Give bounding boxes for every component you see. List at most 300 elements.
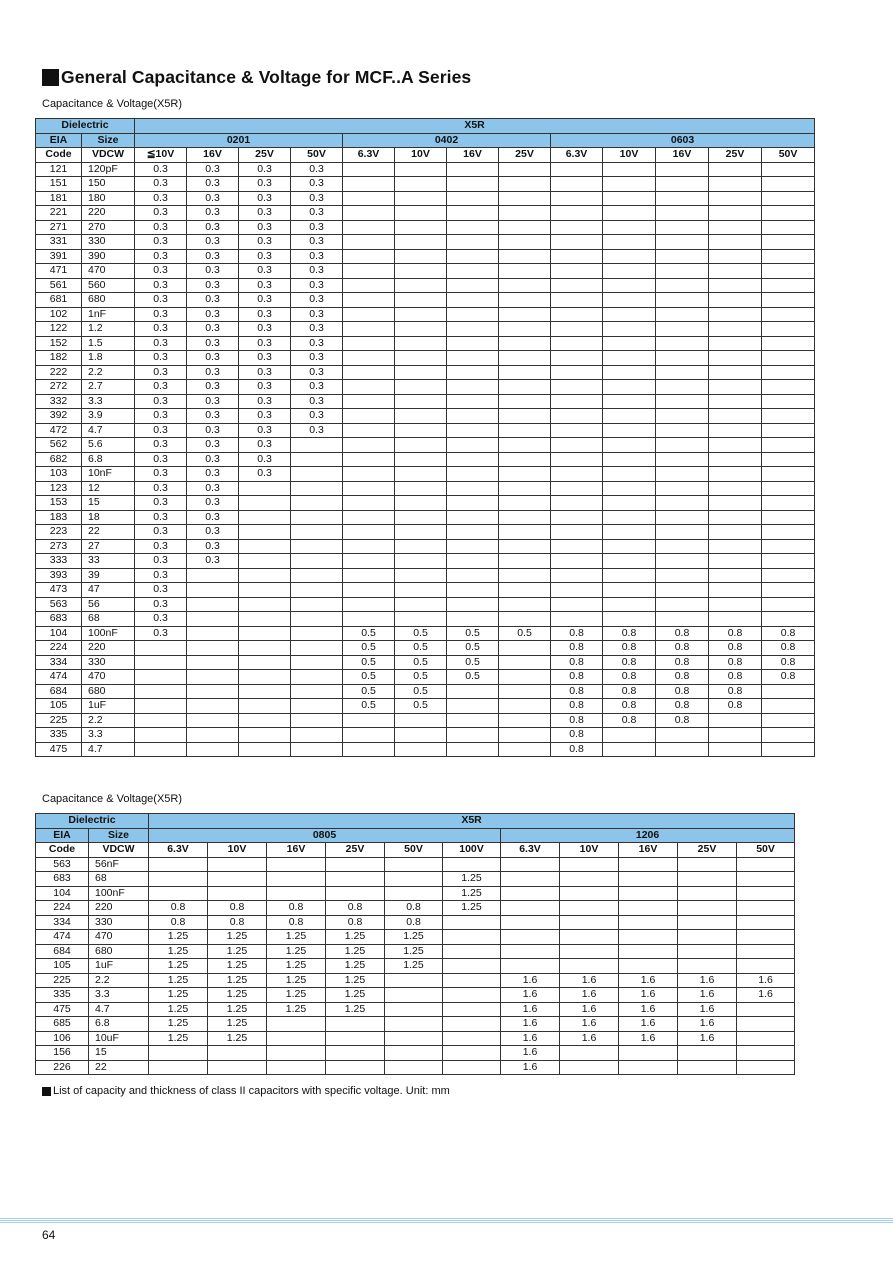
thickness-cell: 1.6 — [501, 988, 560, 1003]
thickness-cell: 0.5 — [343, 699, 395, 714]
thickness-cell — [762, 452, 815, 467]
thickness-cell — [762, 177, 815, 192]
capacitance-cell: 39 — [82, 568, 135, 583]
thickness-cell — [499, 670, 551, 685]
capacitance-cell: 680 — [89, 944, 149, 959]
thickness-cell — [135, 655, 187, 670]
thickness-cell — [551, 206, 603, 221]
thickness-cell — [762, 496, 815, 511]
eia-code-cell: 104 — [36, 626, 82, 641]
thickness-cell — [656, 249, 709, 264]
thickness-cell: 1.6 — [619, 1031, 678, 1046]
capacitance-cell: 12 — [82, 481, 135, 496]
thickness-cell — [737, 959, 795, 974]
capacitance-cell: 470 — [89, 930, 149, 945]
thickness-cell: 1.25 — [149, 1017, 208, 1032]
thickness-cell — [443, 930, 501, 945]
capacitance-cell: 3.3 — [82, 728, 135, 743]
thickness-cell — [619, 1060, 678, 1075]
thickness-cell: 0.8 — [709, 670, 762, 685]
thickness-cell: 1.25 — [149, 944, 208, 959]
capacitance-cell: 270 — [82, 220, 135, 235]
thickness-cell — [395, 191, 447, 206]
thickness-cell — [447, 452, 499, 467]
thickness-cell — [187, 612, 239, 627]
table-row — [36, 220, 815, 235]
capacitance-cell: 3.9 — [82, 409, 135, 424]
eia-code-cell: 333 — [36, 554, 82, 569]
capacitance-cell: 100nF — [82, 626, 135, 641]
thickness-cell: 1.6 — [678, 1017, 737, 1032]
thickness-cell — [656, 583, 709, 598]
thickness-cell: 0.3 — [187, 409, 239, 424]
table-row — [36, 467, 815, 482]
table2-caption: Capacitance & Voltage(X5R) — [42, 793, 183, 805]
thickness-cell: 1.6 — [619, 973, 678, 988]
thickness-cell — [385, 988, 443, 1003]
size-label: Size — [89, 828, 149, 843]
thickness-cell — [709, 191, 762, 206]
table-row — [36, 510, 815, 525]
thickness-cell — [709, 220, 762, 235]
eia-code-cell: 272 — [36, 380, 82, 395]
thickness-cell: 1.6 — [619, 1002, 678, 1017]
thickness-cell — [447, 235, 499, 250]
table-row — [36, 380, 815, 395]
thickness-cell — [447, 206, 499, 221]
thickness-cell — [762, 684, 815, 699]
thickness-cell — [603, 162, 656, 177]
thickness-cell — [501, 886, 560, 901]
table-row — [36, 322, 815, 337]
thickness-cell — [395, 322, 447, 337]
thickness-cell: 1.25 — [149, 959, 208, 974]
thickness-cell — [551, 380, 603, 395]
thickness-cell — [762, 568, 815, 583]
thickness-cell: 1.6 — [619, 988, 678, 1003]
thickness-cell — [326, 1017, 385, 1032]
thickness-cell — [709, 380, 762, 395]
thickness-cell — [447, 510, 499, 525]
capacitance-cell: 68 — [82, 612, 135, 627]
thickness-cell — [656, 191, 709, 206]
thickness-cell — [551, 612, 603, 627]
table-row — [36, 699, 815, 714]
eia-code-cell: 474 — [36, 670, 82, 685]
thickness-cell — [149, 857, 208, 872]
thickness-cell — [603, 336, 656, 351]
thickness-cell: 0.3 — [187, 220, 239, 235]
eia-code-cell: 105 — [36, 959, 89, 974]
thickness-cell: 0.5 — [395, 626, 447, 641]
voltage-header: 50V — [762, 148, 815, 163]
thickness-cell — [326, 886, 385, 901]
capacitance-cell: 33 — [82, 554, 135, 569]
thickness-cell — [499, 510, 551, 525]
thickness-cell: 0.8 — [149, 901, 208, 916]
thickness-cell — [291, 452, 343, 467]
table-row — [36, 742, 815, 757]
thickness-cell — [499, 568, 551, 583]
thickness-cell: 0.3 — [187, 510, 239, 525]
thickness-cell — [737, 1060, 795, 1075]
thickness-cell: 0.8 — [762, 670, 815, 685]
thickness-cell — [762, 351, 815, 366]
thickness-cell: 1.25 — [149, 1002, 208, 1017]
thickness-cell — [603, 597, 656, 612]
page-number: 64 — [42, 1228, 56, 1242]
thickness-cell — [291, 641, 343, 656]
size-group-header: 0603 — [551, 133, 815, 148]
thickness-cell — [343, 568, 395, 583]
thickness-cell — [447, 568, 499, 583]
thickness-cell: 1.25 — [443, 886, 501, 901]
thickness-cell — [656, 481, 709, 496]
eia-code-cell: 474 — [36, 930, 89, 945]
thickness-cell — [447, 336, 499, 351]
thickness-cell — [385, 1046, 443, 1061]
table-row — [36, 988, 795, 1003]
thickness-cell: 0.3 — [187, 365, 239, 380]
thickness-cell — [737, 1046, 795, 1061]
capacitance-cell: 4.7 — [89, 1002, 149, 1017]
thickness-cell: 0.3 — [239, 322, 291, 337]
thickness-cell: 1.6 — [501, 1002, 560, 1017]
thickness-cell — [709, 206, 762, 221]
thickness-cell — [385, 857, 443, 872]
thickness-cell — [187, 568, 239, 583]
table-row — [36, 1060, 795, 1075]
thickness-cell — [343, 264, 395, 279]
thickness-cell: 0.8 — [603, 626, 656, 641]
voltage-header: 25V — [239, 148, 291, 163]
thickness-cell — [656, 510, 709, 525]
thickness-cell — [762, 699, 815, 714]
thickness-cell — [678, 1046, 737, 1061]
eia-code-cell: 156 — [36, 1046, 89, 1061]
thickness-cell — [656, 307, 709, 322]
thickness-cell — [603, 394, 656, 409]
table-row — [36, 857, 795, 872]
thickness-cell — [395, 554, 447, 569]
thickness-cell — [603, 191, 656, 206]
thickness-cell — [447, 220, 499, 235]
eia-code-cell: 561 — [36, 278, 82, 293]
thickness-cell — [551, 525, 603, 540]
voltage-header: 6.3V — [551, 148, 603, 163]
thickness-cell — [551, 351, 603, 366]
thickness-cell: 0.3 — [187, 539, 239, 554]
thickness-cell: 1.25 — [326, 973, 385, 988]
thickness-cell: 0.3 — [135, 235, 187, 250]
thickness-cell — [762, 597, 815, 612]
table-row — [36, 423, 815, 438]
thickness-cell — [709, 336, 762, 351]
footer-rule — [0, 1218, 893, 1224]
thickness-cell — [656, 597, 709, 612]
footnote-text: List of capacity and thickness of class II capacitors with specific voltage. Unit: mm — [53, 1085, 450, 1097]
dielectric-label: Dielectric — [36, 814, 149, 829]
capacitance-cell: 560 — [82, 278, 135, 293]
thickness-cell — [291, 597, 343, 612]
table-row — [36, 1002, 795, 1017]
thickness-cell — [447, 191, 499, 206]
thickness-cell — [395, 583, 447, 598]
thickness-cell: 0.3 — [291, 394, 343, 409]
vdcw-label: VDCW — [82, 148, 135, 163]
thickness-cell: 1.25 — [443, 901, 501, 916]
table-row — [36, 612, 815, 627]
capacitance-cell: 680 — [82, 684, 135, 699]
thickness-cell — [385, 1002, 443, 1017]
thickness-cell — [762, 293, 815, 308]
capacitance-cell: 22 — [82, 525, 135, 540]
thickness-cell — [603, 612, 656, 627]
thickness-cell: 1.6 — [560, 1002, 619, 1017]
capacitance-cell: 56nF — [89, 857, 149, 872]
thickness-cell — [343, 496, 395, 511]
thickness-cell — [737, 1002, 795, 1017]
thickness-cell — [326, 1060, 385, 1075]
thickness-cell: 0.8 — [603, 713, 656, 728]
thickness-cell: 1.25 — [326, 1002, 385, 1017]
thickness-cell — [762, 409, 815, 424]
thickness-cell — [447, 699, 499, 714]
thickness-cell — [499, 249, 551, 264]
eia-code-cell: 105 — [36, 699, 82, 714]
table-row — [36, 626, 815, 641]
thickness-cell: 0.3 — [135, 481, 187, 496]
thickness-cell: 0.3 — [135, 307, 187, 322]
thickness-cell — [291, 568, 343, 583]
eia-code-cell: 221 — [36, 206, 82, 221]
eia-code-cell: 102 — [36, 307, 82, 322]
voltage-header: 50V — [737, 843, 795, 858]
eia-code-cell: 182 — [36, 351, 82, 366]
eia-code-cell: 684 — [36, 944, 89, 959]
thickness-cell: 0.3 — [291, 409, 343, 424]
thickness-cell — [326, 1031, 385, 1046]
eia-code-cell: 473 — [36, 583, 82, 598]
thickness-cell: 1.6 — [678, 1002, 737, 1017]
thickness-cell — [551, 264, 603, 279]
table-row — [36, 336, 815, 351]
table-row — [36, 351, 815, 366]
thickness-cell — [447, 612, 499, 627]
thickness-cell — [619, 1046, 678, 1061]
table-row — [36, 162, 815, 177]
thickness-cell — [762, 249, 815, 264]
eia-code-cell: 334 — [36, 915, 89, 930]
thickness-cell — [737, 872, 795, 887]
thickness-cell — [395, 307, 447, 322]
thickness-cell: 0.3 — [239, 293, 291, 308]
thickness-cell — [343, 191, 395, 206]
thickness-cell — [395, 539, 447, 554]
thickness-cell — [762, 206, 815, 221]
thickness-cell — [343, 423, 395, 438]
voltage-header: 16V — [656, 148, 709, 163]
thickness-cell — [343, 307, 395, 322]
thickness-cell — [619, 886, 678, 901]
thickness-cell — [343, 554, 395, 569]
thickness-cell — [291, 728, 343, 743]
thickness-cell — [656, 336, 709, 351]
table-row — [36, 641, 815, 656]
capacitance-cell: 3.3 — [89, 988, 149, 1003]
thickness-cell: 0.3 — [135, 264, 187, 279]
thickness-cell — [619, 872, 678, 887]
table-row — [36, 655, 815, 670]
eia-code-cell: 563 — [36, 597, 82, 612]
thickness-cell — [135, 641, 187, 656]
capacitance-cell: 470 — [82, 264, 135, 279]
thickness-cell: 0.8 — [656, 684, 709, 699]
thickness-cell — [709, 264, 762, 279]
thickness-cell — [603, 539, 656, 554]
thickness-cell: 0.3 — [187, 452, 239, 467]
thickness-cell: 1.25 — [267, 973, 326, 988]
thickness-cell — [239, 496, 291, 511]
table-row — [36, 944, 795, 959]
thickness-cell — [291, 626, 343, 641]
thickness-cell — [499, 684, 551, 699]
thickness-cell — [499, 365, 551, 380]
thickness-cell — [385, 886, 443, 901]
thickness-cell — [678, 930, 737, 945]
thickness-cell — [135, 728, 187, 743]
thickness-cell — [499, 162, 551, 177]
thickness-cell — [762, 162, 815, 177]
thickness-cell: 0.3 — [135, 162, 187, 177]
capacitance-cell: 1uF — [89, 959, 149, 974]
thickness-cell: 0.3 — [187, 336, 239, 351]
thickness-cell: 0.3 — [187, 467, 239, 482]
thickness-cell: 0.8 — [326, 901, 385, 916]
dielectric-value: X5R — [135, 119, 815, 134]
thickness-cell — [447, 525, 499, 540]
thickness-cell: 0.3 — [135, 423, 187, 438]
eia-code-cell: 392 — [36, 409, 82, 424]
thickness-cell — [499, 235, 551, 250]
voltage-header: 10V — [603, 148, 656, 163]
thickness-cell — [551, 293, 603, 308]
thickness-cell — [447, 264, 499, 279]
thickness-cell — [499, 177, 551, 192]
thickness-cell — [443, 1031, 501, 1046]
capacitance-cell: 390 — [82, 249, 135, 264]
eia-code-cell: 226 — [36, 1060, 89, 1075]
thickness-cell — [762, 307, 815, 322]
thickness-cell: 0.3 — [135, 409, 187, 424]
thickness-cell — [187, 684, 239, 699]
thickness-cell — [343, 162, 395, 177]
thickness-cell — [395, 713, 447, 728]
thickness-cell: 0.8 — [603, 655, 656, 670]
thickness-cell: 0.3 — [135, 365, 187, 380]
thickness-cell — [762, 278, 815, 293]
thickness-cell: 0.8 — [603, 699, 656, 714]
thickness-cell — [762, 612, 815, 627]
thickness-cell — [208, 872, 267, 887]
table-row — [36, 206, 815, 221]
thickness-cell — [239, 510, 291, 525]
thickness-cell — [656, 568, 709, 583]
thickness-cell — [709, 423, 762, 438]
thickness-cell — [447, 539, 499, 554]
thickness-cell: 1.25 — [208, 973, 267, 988]
table-row — [36, 452, 815, 467]
capacitance-cell: 330 — [82, 655, 135, 670]
thickness-cell: 1.25 — [149, 1031, 208, 1046]
thickness-cell — [619, 915, 678, 930]
thickness-cell: 0.5 — [447, 641, 499, 656]
capacitance-cell: 15 — [82, 496, 135, 511]
thickness-cell — [619, 857, 678, 872]
thickness-cell: 1.6 — [501, 973, 560, 988]
thickness-cell — [343, 409, 395, 424]
thickness-cell: 0.8 — [208, 901, 267, 916]
thickness-cell: 0.3 — [239, 206, 291, 221]
thickness-cell — [499, 438, 551, 453]
thickness-cell — [551, 162, 603, 177]
thickness-cell: 0.3 — [135, 322, 187, 337]
table2-body — [36, 857, 795, 1075]
table-row — [36, 959, 795, 974]
thickness-cell — [135, 684, 187, 699]
capacitance-cell: 470 — [82, 670, 135, 685]
thickness-cell — [656, 728, 709, 743]
thickness-cell — [762, 336, 815, 351]
thickness-cell — [395, 467, 447, 482]
thickness-cell — [343, 365, 395, 380]
thickness-cell — [499, 742, 551, 757]
eia-code-cell: 471 — [36, 264, 82, 279]
thickness-cell: 0.3 — [135, 293, 187, 308]
thickness-cell — [762, 394, 815, 409]
thickness-cell — [447, 351, 499, 366]
table-row — [36, 1017, 795, 1032]
thickness-cell: 1.6 — [560, 1017, 619, 1032]
thickness-cell — [447, 423, 499, 438]
thickness-cell: 0.3 — [239, 249, 291, 264]
thickness-cell: 1.25 — [208, 988, 267, 1003]
thickness-cell — [656, 220, 709, 235]
voltage-header: 16V — [447, 148, 499, 163]
thickness-cell — [447, 481, 499, 496]
size-group-header: 1206 — [501, 828, 795, 843]
thickness-cell: 1.25 — [443, 872, 501, 887]
thickness-cell — [551, 438, 603, 453]
thickness-cell: 0.3 — [239, 220, 291, 235]
thickness-cell: 1.25 — [385, 959, 443, 974]
thickness-cell — [619, 944, 678, 959]
thickness-cell: 1.25 — [208, 1031, 267, 1046]
thickness-cell — [395, 568, 447, 583]
thickness-cell — [762, 264, 815, 279]
thickness-cell: 0.8 — [551, 670, 603, 685]
thickness-cell — [603, 742, 656, 757]
thickness-cell: 0.3 — [135, 597, 187, 612]
thickness-cell: 0.3 — [239, 264, 291, 279]
thickness-cell — [656, 525, 709, 540]
thickness-cell — [656, 467, 709, 482]
thickness-cell — [656, 438, 709, 453]
thickness-cell — [709, 177, 762, 192]
thickness-cell — [499, 597, 551, 612]
thickness-cell — [551, 394, 603, 409]
eia-code-cell: 152 — [36, 336, 82, 351]
